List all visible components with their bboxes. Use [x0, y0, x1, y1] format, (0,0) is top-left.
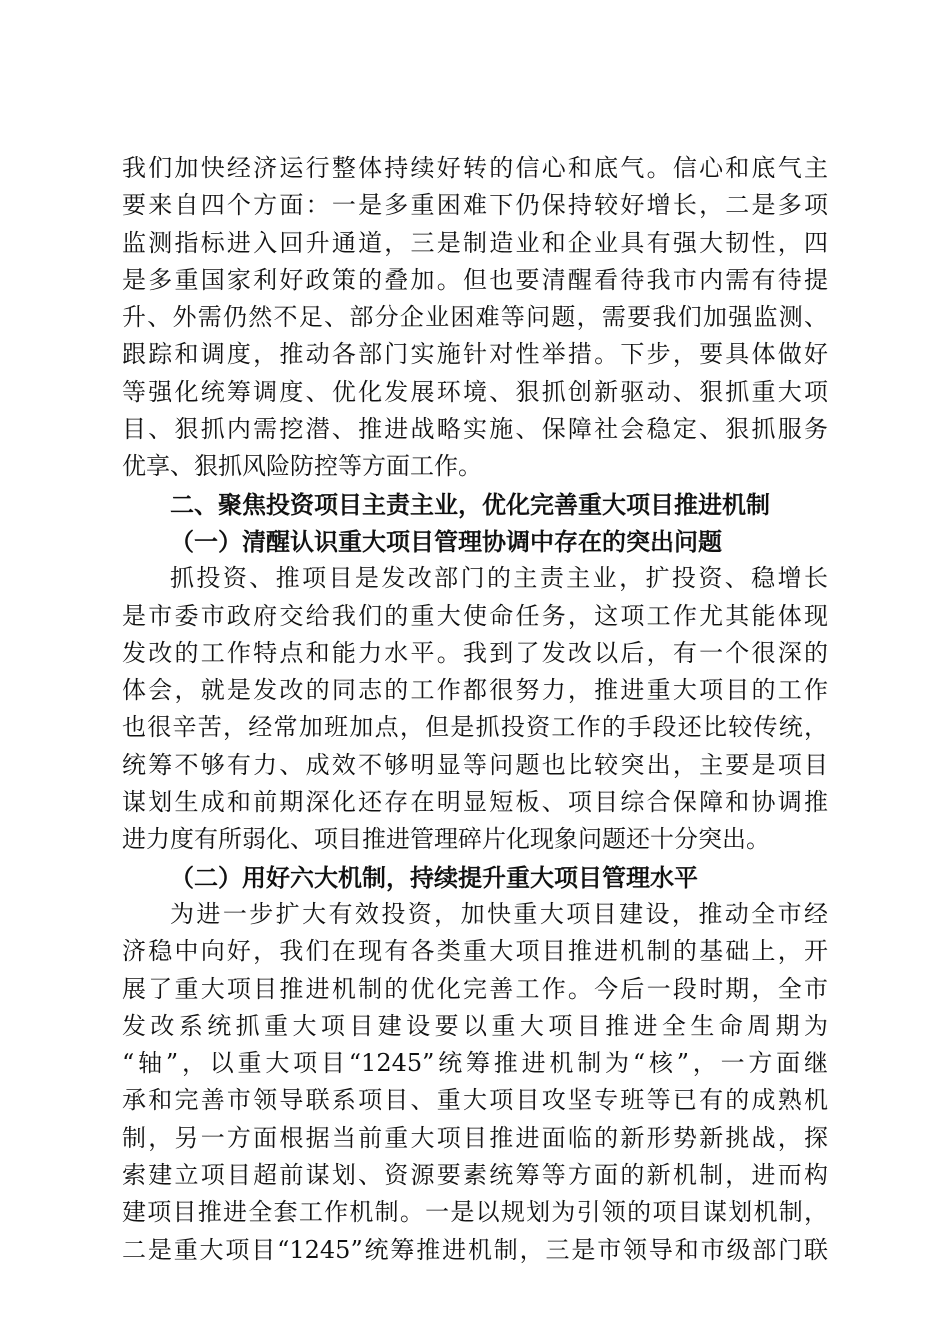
- body-line: 是多重国家利好政策的叠加。但也要清醒看待我市内需有待提: [122, 265, 828, 294]
- body-line: 我们加快经济运行整体持续好转的信心和底气。信心和底气主: [122, 154, 828, 182]
- subsection-heading: （一）清醒认识重大项目管理协调中存在的突出问题: [170, 526, 722, 556]
- body-line: 目、狠抓内需挖潜、推进战略实施、保障社会稳定、狠抓服务: [122, 415, 828, 444]
- body-line: 进力度有所弱化、项目推进管理碎片化现象问题还十分突出。: [122, 825, 770, 854]
- body-line: 济稳中向好，我们在现有各类重大项目推进机制的基础上，开: [122, 937, 828, 966]
- body-line: 发改系统抓重大项目建设要以重大项目推进全生命周期为: [122, 1011, 828, 1040]
- body-line: 谋划生成和前期深化还存在明显短板、项目综合保障和协调推: [122, 788, 828, 817]
- section-heading: 二、聚焦投资项目主责主业，优化完善重大项目推进机制: [170, 489, 770, 519]
- body-line: 统筹不够有力、成效不够明显等问题也比较突出，主要是项目: [122, 750, 828, 779]
- body-line: 发改的工作特点和能力水平。我到了发改以后，有一个很深的: [122, 638, 828, 667]
- body-line: 二是重大项目“1245”统筹推进机制，三是市领导和市级部门联: [122, 1235, 828, 1264]
- body-line: 升、外需仍然不足、部分企业困难等问题，需要我们加强监测、: [122, 303, 828, 332]
- document-body: [122, 150, 828, 1269]
- body-line: 索建立项目超前谋划、资源要素统筹等方面的新机制，进而构: [122, 1161, 828, 1190]
- body-line: “轴”，以重大项目“1245”统筹推进机制为“核”，一方面继: [122, 1049, 828, 1078]
- body-line: 建项目推进全套工作机制。一是以规划为引领的项目谋划机制，: [122, 1198, 828, 1227]
- body-line: 也很辛苦，经常加班加点，但是抓投资工作的手段还比较传统，: [122, 713, 828, 742]
- body-line: 制，另一方面根据当前重大项目推进面临的新形势新挑战，探: [122, 1123, 828, 1152]
- body-line: 要来自四个方面：一是多重困难下仍保持较好增长，二是多项: [122, 191, 828, 220]
- body-line: 是市委市政府交给我们的重大使命任务，这项工作尤其能体现: [122, 601, 828, 630]
- body-line: 抓投资、推项目是发改部门的主责主业，扩投资、稳增长: [170, 564, 828, 593]
- body-line: 体会，就是发改的同志的工作都很努力，推进重大项目的工作: [122, 676, 828, 705]
- body-line: 展了重大项目推进机制的优化完善工作。今后一段时期，全市: [122, 974, 828, 1003]
- subsection-heading: （二）用好六大机制，持续提升重大项目管理水平: [170, 862, 698, 892]
- body-line: 优享、狠抓风险防控等方面工作。: [122, 452, 482, 481]
- body-line: 承和完善市领导联系项目、重大项目攻坚专班等已有的成熟机: [122, 1086, 828, 1115]
- body-line: 跟踪和调度，推动各部门实施针对性举措。下步，要具体做好: [122, 340, 828, 369]
- body-line: 等强化统筹调度、优化发展环境、狠抓创新驱动、狠抓重大项: [122, 377, 828, 406]
- body-line: 为进一步扩大有效投资，加快重大项目建设，推动全市经: [170, 899, 828, 928]
- body-line: 监测指标进入回升通道，三是制造业和企业具有强大韧性，四: [122, 228, 828, 257]
